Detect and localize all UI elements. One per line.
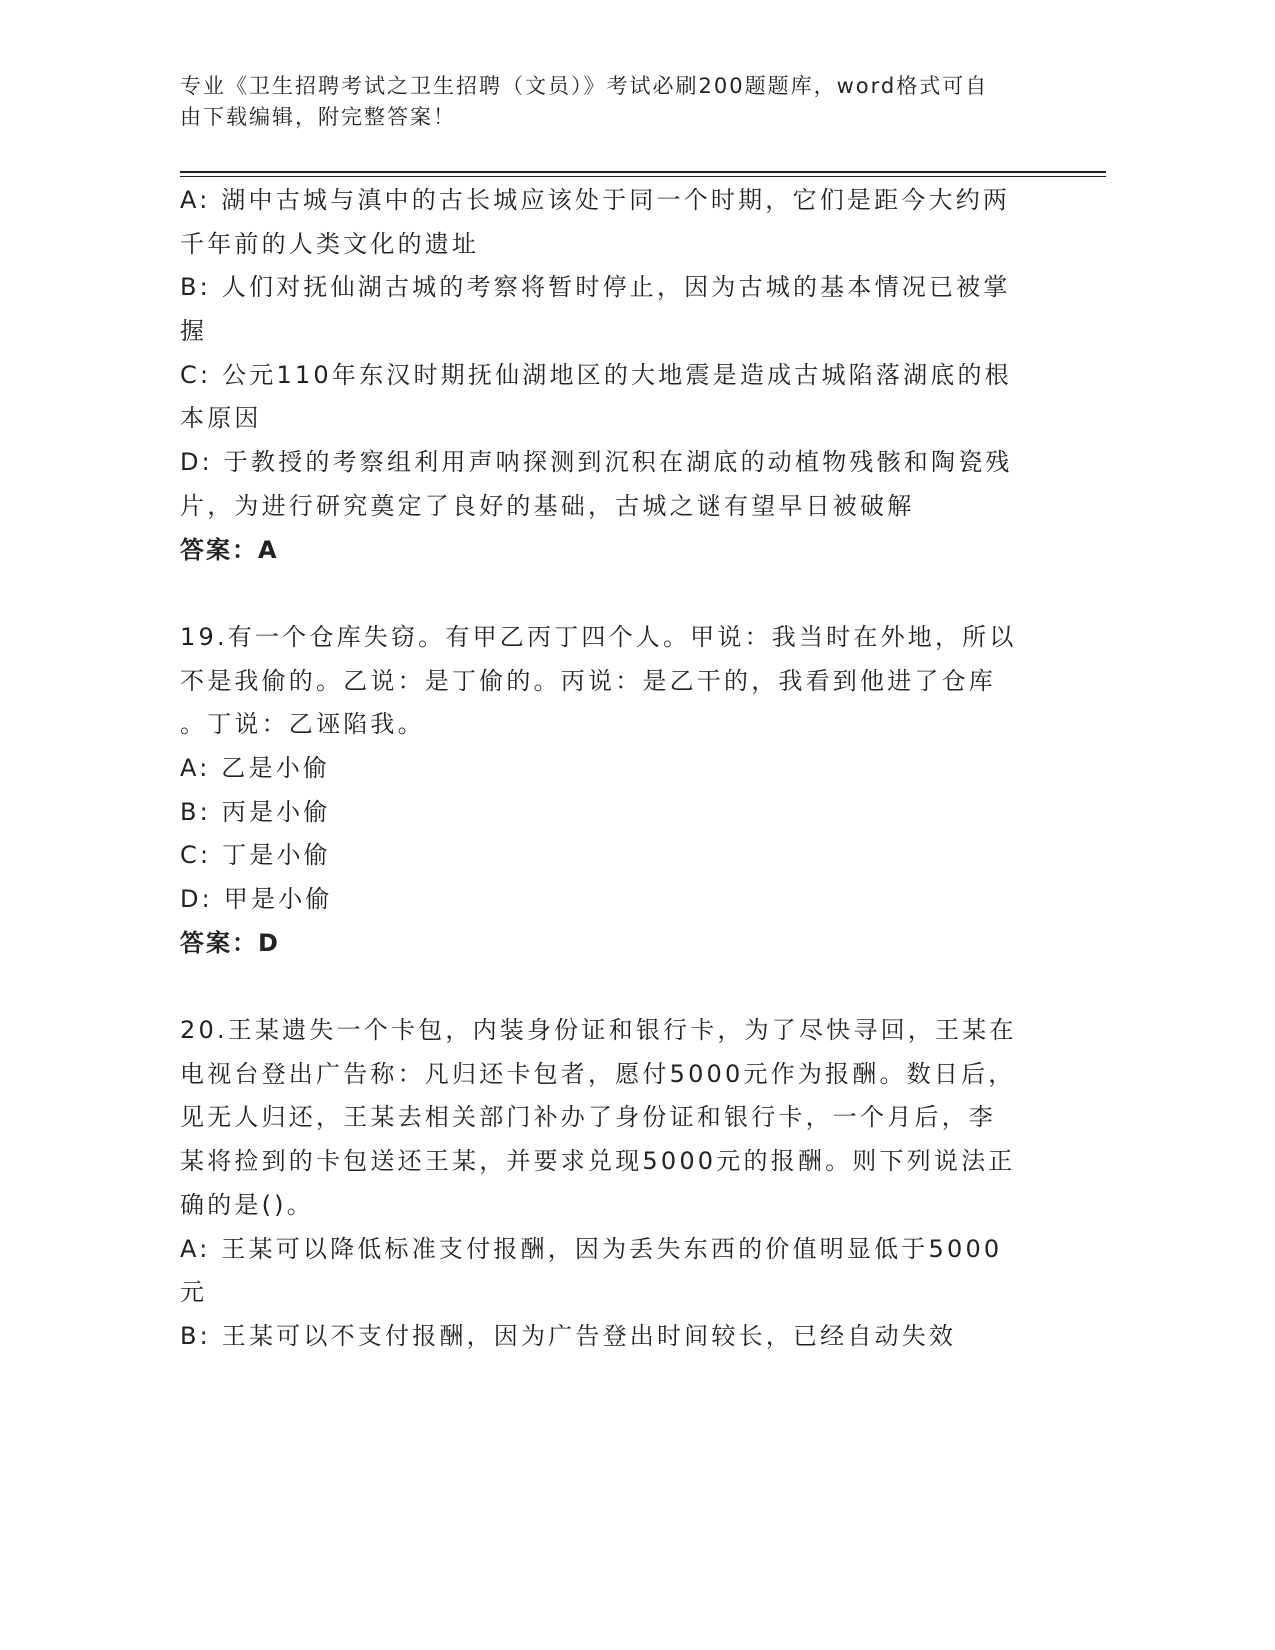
- option-d: D: 甲是小偷: [180, 885, 333, 913]
- option-c-cont: 本原因: [180, 404, 262, 433]
- spacer: [180, 965, 1080, 1009]
- option-c: C: 丁是小偷: [180, 841, 331, 870]
- question-text: 见无人归还，王某去相关部门补办了身份证和银行卡，一个月后，李: [180, 1103, 996, 1132]
- option-d-cont: 片，为进行研究奠定了良好的基础，古城之谜有望早日被破解: [180, 491, 915, 520]
- option-a: A: 湖中古城与滇中的古长城应该处于同一个时期，它们是距今大约两: [180, 186, 1011, 214]
- question-text: 。丁说：乙诬陷我。: [180, 710, 425, 739]
- question-text: 20.王某遗失一个卡包，内装身份证和银行卡，为了尽快寻回，王某在: [180, 1016, 1017, 1045]
- spacer: [180, 572, 1080, 616]
- document-header: [180, 71, 1040, 133]
- option-b: B: 人们对抚仙湖古城的考察将暂时停止，因为古城的基本情况已被掌: [180, 273, 1011, 302]
- question-text: 电视台登出广告称：凡归还卡包者，愿付5000元作为报酬。数日后，: [180, 1059, 1016, 1088]
- header-line: 由下载编辑，附完整答案！: [180, 105, 456, 129]
- option-b: B: 丙是小偷: [180, 797, 331, 826]
- option-a-cont: 千年前的人类文化的遗址: [180, 229, 480, 258]
- header-divider-thick: [180, 171, 1106, 173]
- question-18-options: [180, 179, 1080, 572]
- answer: 答案：A: [180, 535, 279, 564]
- header-divider-thin: [180, 176, 1106, 177]
- option-a: A: 王某可以降低标准支付报酬，因为丢失东西的价值明显低于5000: [180, 1234, 1003, 1263]
- option-b: B: 王某可以不支付报酬，因为广告登出时间较长，已经自动失效: [180, 1321, 957, 1350]
- option-a: A: 乙是小偷: [180, 753, 331, 782]
- option-a-cont: 元: [180, 1278, 208, 1307]
- question-text: 19.有一个仓库失窃。有甲乙丙丁四个人。甲说：我当时在外地，所以: [180, 622, 1017, 651]
- question-text: 不是我偷的。乙说：是丁偷的。丙说：是乙干的，我看到他进了仓库: [180, 666, 996, 695]
- option-b-cont: 握: [180, 317, 208, 346]
- question-text: 某将捡到的卡包送还王某，并要求兑现5000元的报酬。则下列说法正: [180, 1147, 1016, 1176]
- document-body: [180, 179, 1080, 1359]
- option-c: C: 公元110年东汉时期抚仙湖地区的大地震是造成古城陷落湖底的根: [180, 360, 1012, 389]
- question-text: 确的是()。: [180, 1190, 314, 1219]
- answer: 答案：D: [180, 928, 280, 957]
- option-d: D: 于教授的考察组利用声呐探测到沉积在湖底的动植物残骸和陶瓷残: [180, 448, 1013, 477]
- header-line: 专业《卫生招聘考试之卫生招聘（文员）》考试必刷200题题库，word格式可自: [180, 74, 989, 98]
- question-20: [180, 1009, 1080, 1359]
- question-19: [180, 616, 1080, 966]
